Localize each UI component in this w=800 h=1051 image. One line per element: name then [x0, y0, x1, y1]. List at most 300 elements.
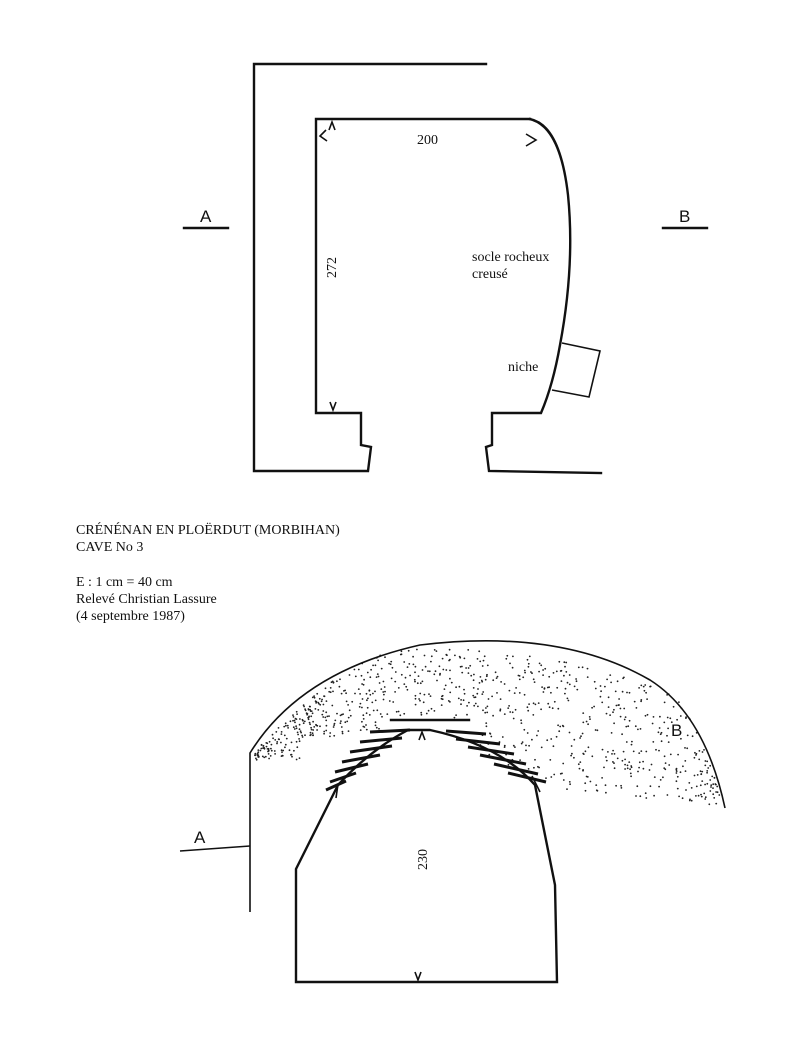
stipple-dot	[312, 732, 314, 734]
stipple-dot	[508, 705, 510, 707]
stipple-dot	[552, 707, 554, 709]
stipple-dot	[377, 673, 379, 675]
stipple-dot	[367, 672, 369, 674]
stipple-dot	[334, 723, 336, 725]
stipple-dot	[434, 710, 436, 712]
stipple-dot	[295, 725, 297, 727]
stipple-dot	[702, 751, 704, 753]
stipple-dot	[487, 706, 489, 708]
stipple-dot	[665, 762, 667, 764]
stipple-dot	[613, 709, 615, 711]
stipple-dot	[629, 692, 631, 694]
stipple-dot	[383, 699, 385, 701]
stipple-dot	[591, 707, 593, 709]
stipple-dot	[370, 669, 372, 671]
stipple-dot	[299, 724, 301, 726]
stipple-dot	[396, 711, 398, 713]
stipple-dot	[701, 780, 703, 782]
stipple-dot	[571, 745, 573, 747]
stipple-dot	[669, 717, 671, 719]
stipple-dot	[539, 663, 541, 665]
stipple-dot	[362, 714, 364, 716]
stipple-dot	[527, 659, 529, 661]
stipple-dot	[557, 708, 559, 710]
stipple-dot	[534, 681, 536, 683]
stipple-dot	[553, 745, 555, 747]
stipple-dot	[359, 693, 361, 695]
stipple-dot	[321, 700, 323, 702]
stipple-dot	[626, 741, 628, 743]
stipple-dot	[696, 786, 698, 788]
stipple-dot	[297, 732, 299, 734]
stipple-dot	[716, 786, 718, 788]
stipple-dot	[630, 773, 632, 775]
stipple-dot	[559, 726, 561, 728]
stipple-dot	[401, 650, 403, 652]
stipple-dot	[533, 678, 535, 680]
stipple-dot	[631, 744, 633, 746]
stipple-dot	[361, 675, 363, 677]
stipple-dot	[685, 770, 687, 772]
stipple-dot	[442, 658, 444, 660]
stipple-dot	[587, 668, 589, 670]
stipple-dot	[261, 744, 263, 746]
stipple-dot	[605, 792, 607, 794]
stipple-dot	[658, 750, 660, 752]
stipple-dot	[340, 722, 342, 724]
stipple-dot	[291, 742, 293, 744]
stipple-dot	[257, 754, 259, 756]
stipple-dot	[564, 666, 566, 668]
stipple-dot	[500, 698, 502, 700]
stipple-dot	[291, 756, 293, 758]
stipple-dot	[666, 735, 668, 737]
stipple-dot	[504, 683, 506, 685]
stipple-dot	[664, 702, 666, 704]
stipple-dot	[527, 732, 529, 734]
stipple-dot	[294, 720, 296, 722]
stipple-dot	[561, 680, 563, 682]
stipple-dot	[398, 687, 400, 689]
stipple-dot	[496, 677, 498, 679]
stipple-dot	[349, 674, 351, 676]
stipple-dot	[658, 731, 660, 733]
stipple-dot	[630, 765, 632, 767]
stipple-dot	[621, 787, 623, 789]
stipple-dot	[445, 685, 447, 687]
stipple-dot	[634, 701, 636, 703]
stipple-dot	[612, 761, 614, 763]
stipple-dot	[515, 687, 517, 689]
stipple-dot	[537, 766, 539, 768]
stipple-dot	[545, 777, 547, 779]
stipple-dot	[309, 722, 311, 724]
stipple-dot	[407, 666, 409, 668]
stipple-dot	[645, 792, 647, 794]
stipple-dot	[425, 666, 427, 668]
stipple-dot	[308, 718, 310, 720]
stipple-dot	[363, 679, 365, 681]
stipple-dot	[459, 657, 461, 659]
stipple-dot	[541, 747, 543, 749]
stipple-dot	[284, 735, 286, 737]
stipple-dot	[695, 795, 697, 797]
stipple-dot	[628, 761, 630, 763]
stipple-dot	[594, 681, 596, 683]
stipple-dot	[296, 746, 298, 748]
stipple-dot	[582, 753, 584, 755]
stipple-dot	[286, 738, 288, 740]
stipple-dot	[706, 783, 708, 785]
stipple-dot	[409, 675, 411, 677]
stipple-dot	[260, 748, 262, 750]
plan-arrow-width-right	[526, 134, 536, 146]
stipple-dot	[420, 712, 422, 714]
stipple-dot	[322, 710, 324, 712]
stipple-dot	[408, 650, 410, 652]
stipple-dot	[633, 751, 635, 753]
stipple-dot	[609, 674, 611, 676]
stipple-dot	[367, 707, 369, 709]
stipple-dot	[615, 785, 617, 787]
stipple-dot	[564, 693, 566, 695]
stipple-dot	[565, 671, 567, 673]
stipple-dot	[519, 675, 521, 677]
stipple-dot	[319, 698, 321, 700]
stipple-dot	[698, 795, 700, 797]
stipple-dot	[369, 714, 371, 716]
stipple-dot	[403, 661, 405, 663]
stipple-dot	[316, 693, 318, 695]
stipple-dot	[635, 795, 637, 797]
stipple-dot	[571, 753, 573, 755]
stipple-dot	[375, 721, 377, 723]
stipple-dot	[322, 716, 324, 718]
stipple-dot	[530, 671, 532, 673]
stipple-dot	[640, 728, 642, 730]
stipple-dot	[522, 741, 524, 743]
stipple-dot	[281, 731, 283, 733]
stipple-dot	[355, 676, 357, 678]
stipple-dot	[436, 650, 438, 652]
stipple-dot	[302, 736, 304, 738]
stipple-dot	[492, 715, 494, 717]
stipple-dot	[678, 701, 680, 703]
stipple-dot	[685, 716, 687, 718]
stipple-dot	[600, 690, 602, 692]
stipple-dot	[645, 751, 647, 753]
stipple-dot	[315, 724, 317, 726]
stipple-dot	[254, 753, 256, 755]
stipple-dot	[620, 716, 622, 718]
stipple-dot	[484, 655, 486, 657]
stipple-dot	[680, 771, 682, 773]
stipple-dot	[614, 767, 616, 769]
stipple-dot	[701, 796, 703, 798]
stipple-dot	[631, 741, 633, 743]
stipple-dot	[651, 764, 653, 766]
stipple-dot	[509, 663, 511, 665]
stipple-dot	[486, 725, 488, 727]
height-dimension: 230	[416, 849, 431, 870]
stipple-dot	[305, 710, 307, 712]
stipple-dot	[326, 716, 328, 718]
stipple-dot	[645, 692, 647, 694]
stipple-dot	[381, 668, 383, 670]
stipple-dot	[515, 709, 517, 711]
stipple-dot	[454, 717, 456, 719]
stipple-dot	[363, 718, 365, 720]
stipple-dot	[354, 693, 356, 695]
stipple-dot	[426, 713, 428, 715]
stipple-dot	[366, 712, 368, 714]
stipple-dot	[463, 689, 465, 691]
stipple-dot	[547, 703, 549, 705]
stipple-dot	[372, 665, 374, 667]
stipple-dot	[376, 676, 378, 678]
stipple-dot	[699, 750, 701, 752]
stipple-dot	[323, 704, 325, 706]
stipple-dot	[623, 708, 625, 710]
stipple-dot	[341, 693, 343, 695]
stipple-dot	[667, 717, 669, 719]
stipple-dot	[538, 702, 540, 704]
stipple-dot	[500, 681, 502, 683]
plan-view	[184, 64, 707, 473]
stipple-dot	[318, 703, 320, 705]
stipple-dot	[677, 776, 679, 778]
stipple-dot	[569, 783, 571, 785]
caption-subtitle: CAVE No 3	[76, 540, 144, 555]
stipple-dot	[299, 757, 301, 759]
stipple-dot	[415, 698, 417, 700]
stipple-dot	[473, 674, 475, 676]
stipple-dot	[601, 777, 603, 779]
stipple-dot	[617, 680, 619, 682]
stipple-dot	[299, 728, 301, 730]
stipple-dot	[289, 749, 291, 751]
stipple-dot	[469, 665, 471, 667]
stipple-dot	[323, 731, 325, 733]
stipple-dot	[636, 707, 638, 709]
stipple-dot	[582, 733, 584, 735]
stipple-dot	[600, 696, 602, 698]
stipple-dot	[609, 714, 611, 716]
stipple-dot	[700, 770, 702, 772]
stipple-dot	[384, 691, 386, 693]
stipple-dot	[312, 712, 314, 714]
stipple-dot	[659, 727, 661, 729]
stipple-dot	[316, 729, 318, 731]
stipple-dot	[326, 725, 328, 727]
stipple-dot	[685, 789, 687, 791]
stipple-dot	[603, 767, 605, 769]
stipple-dot	[550, 776, 552, 778]
stipple-dot	[579, 761, 581, 763]
stipple-dot	[618, 698, 620, 700]
stipple-dot	[567, 682, 569, 684]
stipple-dot	[608, 696, 610, 698]
stipple-dot	[575, 678, 577, 680]
stipple-dot	[375, 700, 377, 702]
stipple-dot	[348, 730, 350, 732]
stipple-dot	[595, 784, 597, 786]
stipple-dot	[379, 682, 381, 684]
stipple-dot	[472, 695, 474, 697]
stipple-dot	[519, 692, 521, 694]
stipple-dot	[444, 688, 446, 690]
caption-block	[76, 521, 340, 624]
stipple-dot	[439, 665, 441, 667]
stipple-dot	[424, 655, 426, 657]
stipple-dot	[349, 709, 351, 711]
stipple-dot	[257, 749, 259, 751]
stipple-dot	[459, 686, 461, 688]
stipple-dot	[540, 664, 542, 666]
stipple-dot	[270, 755, 272, 757]
stipple-dot	[293, 716, 295, 718]
stipple-dot	[508, 764, 510, 766]
stipple-dot	[333, 682, 335, 684]
stipple-dot	[504, 713, 506, 715]
stipple-dot	[512, 656, 514, 658]
stipple-dot	[563, 661, 565, 663]
stipple-dot	[330, 691, 332, 693]
stipple-dot	[304, 721, 306, 723]
stipple-dot	[654, 776, 656, 778]
stipple-dot	[431, 655, 433, 657]
stipple-dot	[528, 745, 530, 747]
stipple-dot	[497, 676, 499, 678]
stipple-dot	[676, 780, 678, 782]
stipple-dot	[705, 760, 707, 762]
stipple-dot	[649, 769, 651, 771]
stipple-dot	[296, 741, 298, 743]
stipple-dot	[390, 663, 392, 665]
stipple-dot	[448, 700, 450, 702]
stipple-dot	[659, 716, 661, 718]
stipple-dot	[399, 714, 401, 716]
stipple-dot	[369, 694, 371, 696]
stipple-dot	[612, 711, 614, 713]
rock-label-line2: creusé	[472, 267, 508, 282]
stipple-dot	[591, 755, 593, 757]
stipple-dot	[645, 715, 647, 717]
section-label-a: A	[194, 828, 206, 847]
stipple-dot	[548, 686, 550, 688]
stipple-dot	[284, 746, 286, 748]
stipple-dot	[582, 666, 584, 668]
stipple-dot	[272, 737, 274, 739]
stipple-dot	[445, 669, 447, 671]
stipple-dot	[563, 779, 565, 781]
stipple-dot	[703, 793, 705, 795]
stipple-dot	[709, 790, 711, 792]
rock-stipple	[254, 649, 720, 806]
stipple-dot	[329, 732, 331, 734]
stipple-dot	[620, 785, 622, 787]
stipple-dot	[296, 711, 298, 713]
stipple-dot	[645, 797, 647, 799]
stipple-dot	[386, 713, 388, 715]
stipple-dot	[422, 681, 424, 683]
stipple-dot	[715, 803, 717, 805]
section-mark-a: A	[200, 207, 212, 226]
stipple-dot	[415, 695, 417, 697]
stipple-dot	[586, 721, 588, 723]
stipple-dot	[270, 748, 272, 750]
stipple-dot	[416, 649, 418, 651]
stipple-dot	[420, 682, 422, 684]
stipple-dot	[290, 720, 292, 722]
stipple-dot	[287, 727, 289, 729]
stipple-dot	[640, 685, 642, 687]
stipple-dot	[706, 772, 708, 774]
stipple-dot	[419, 693, 421, 695]
stipple-dot	[445, 654, 447, 656]
stipple-dot	[460, 666, 462, 668]
stipple-dot	[593, 706, 595, 708]
stipple-dot	[676, 772, 678, 774]
corbel-stones-right	[446, 731, 546, 792]
stipple-dot	[464, 658, 466, 660]
stipple-dot	[542, 669, 544, 671]
stipple-dot	[390, 661, 392, 663]
stipple-dot	[578, 667, 580, 669]
stipple-dot	[698, 759, 700, 761]
stipple-dot	[269, 741, 271, 743]
stipple-dot	[343, 690, 345, 692]
stipple-dot	[626, 692, 628, 694]
stipple-dot	[325, 711, 327, 713]
stipple-dot	[487, 665, 489, 667]
stipple-dot	[707, 767, 709, 769]
stipple-dot	[383, 681, 385, 683]
stipple-dot	[354, 669, 356, 671]
stipple-dot	[378, 728, 380, 730]
stipple-dot	[274, 739, 276, 741]
stipple-dot	[522, 676, 524, 678]
stipple-dot	[323, 733, 325, 735]
stipple-dot	[442, 669, 444, 671]
stipple-dot	[429, 670, 431, 672]
stipple-dot	[336, 680, 338, 682]
stipple-dot	[624, 759, 626, 761]
stipple-dot	[348, 717, 350, 719]
stipple-dot	[315, 700, 317, 702]
stipple-dot	[712, 787, 714, 789]
stipple-dot	[682, 797, 684, 799]
stipple-dot	[308, 716, 310, 718]
width-dimension: 200	[417, 133, 438, 148]
stipple-dot	[317, 709, 319, 711]
stipple-dot	[312, 697, 314, 699]
stipple-dot	[550, 692, 552, 694]
stipple-dot	[333, 735, 335, 737]
stipple-dot	[477, 706, 479, 708]
stipple-dot	[560, 773, 562, 775]
section-arrow-top	[419, 732, 425, 740]
stipple-dot	[602, 749, 604, 751]
stipple-dot	[540, 708, 542, 710]
stipple-dot	[506, 655, 508, 657]
stipple-dot	[558, 661, 560, 663]
stipple-dot	[585, 790, 587, 792]
stipple-dot	[451, 682, 453, 684]
stipple-dot	[663, 767, 665, 769]
stipple-dot	[464, 693, 466, 695]
stipple-dot	[687, 735, 689, 737]
